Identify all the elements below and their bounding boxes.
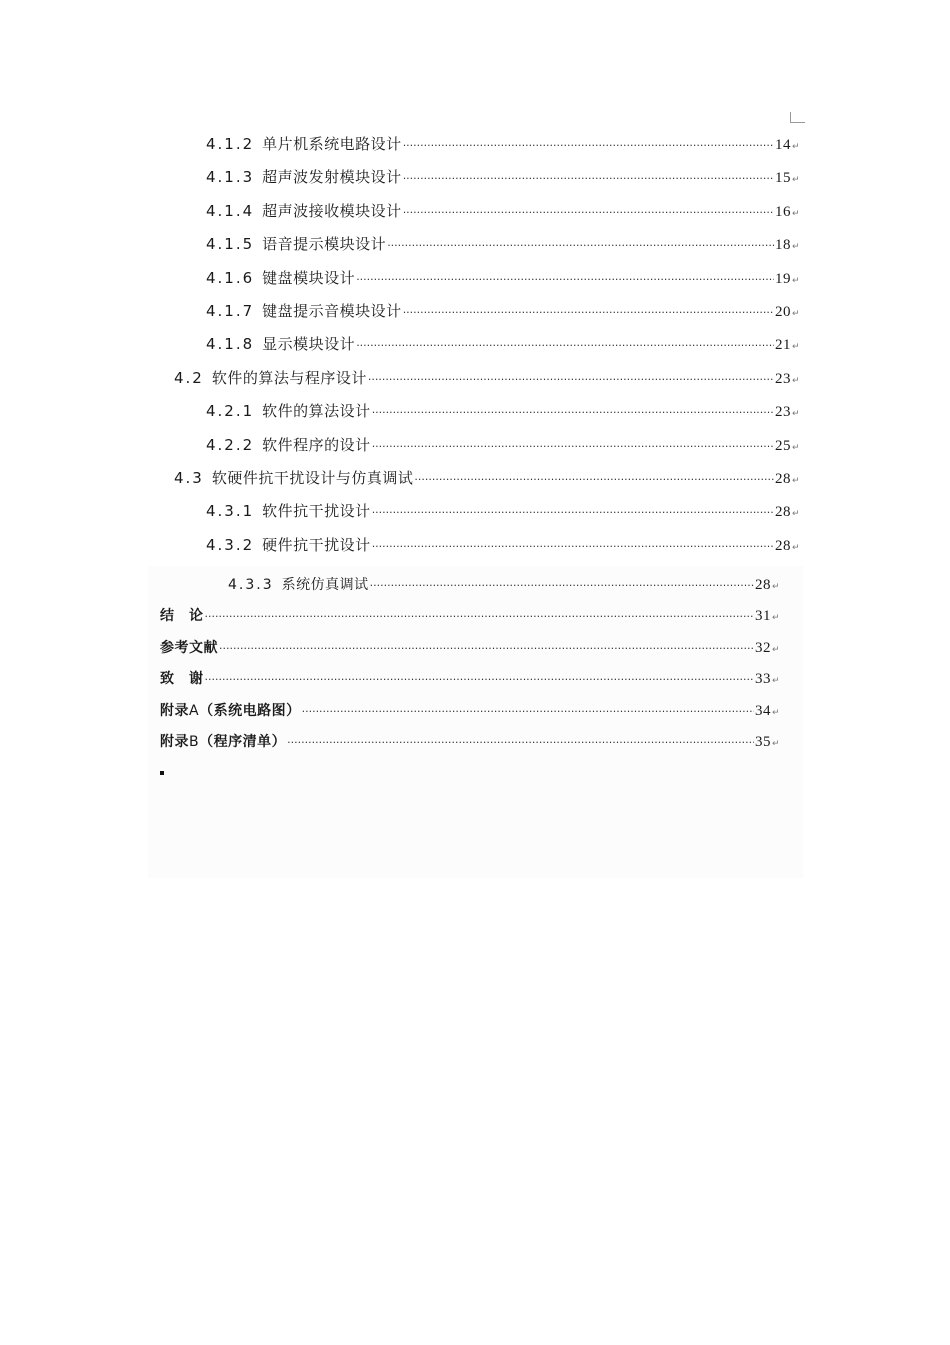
toc-entry[interactable] [160, 727, 780, 758]
toc-entry-page: 28 [774, 504, 791, 521]
toc-entry-title: 显示模块设计 [262, 335, 356, 354]
toc-leader-dots [403, 296, 774, 329]
toc-entry-number: 4.1.7 [206, 301, 255, 320]
toc-entry-prefix: 附录 [160, 702, 189, 719]
toc-entry-page: 28 [774, 537, 791, 554]
paragraph-mark: ↵ [771, 738, 780, 749]
toc-entry-title: 硬件抗干扰设计 [262, 535, 371, 554]
toc-entry[interactable] [160, 195, 800, 228]
toc-entry-title: 单片机系统电路设计 [262, 135, 402, 153]
toc-entry-page: 34 [754, 702, 771, 719]
toc-entry-number: 4.3.2 [206, 535, 255, 554]
toc-entry-page: 28 [774, 470, 791, 487]
toc-entry[interactable] [160, 395, 800, 428]
paragraph-mark: ↵ [791, 142, 800, 152]
toc-entry[interactable] [160, 161, 800, 194]
toc-entry-letter: A [189, 702, 200, 719]
toc-entry[interactable] [160, 128, 800, 161]
toc-entry-title: 系统仿真调试 [281, 577, 369, 593]
toc-entry-number: 4.2 [174, 368, 204, 387]
toc-leader-dots [372, 430, 774, 463]
toc-entry-number: 4.3.1 [206, 502, 255, 521]
toc-entry[interactable] [160, 262, 800, 295]
toc-leader-dots [287, 727, 754, 758]
toc-entry-page: 25 [774, 437, 791, 454]
toc-entry-page: 32 [754, 639, 771, 656]
paragraph-mark: ↵ [771, 707, 780, 718]
paragraph-mark: ↵ [791, 308, 800, 319]
toc-entry-page: 23 [774, 404, 791, 421]
toc-entry[interactable] [160, 495, 800, 528]
page-corner-mark [790, 112, 805, 123]
toc-entry-title: 软件抗干扰设计 [262, 502, 371, 521]
toc-entry[interactable] [160, 633, 780, 664]
paragraph-mark: ↵ [771, 582, 780, 592]
paragraph-mark: ↵ [771, 644, 780, 655]
toc-leader-dots [387, 229, 774, 262]
toc-entry-page: 14 [774, 137, 791, 153]
toc-entry-number: 4.3 [174, 468, 204, 487]
toc-entry-number: 4.2.2 [206, 435, 255, 454]
toc-leader-dots [356, 263, 774, 296]
toc-entry-title: 软件程序的设计 [262, 435, 371, 454]
toc-entry-page: 19 [774, 270, 791, 287]
toc-entry-page: 20 [774, 303, 791, 320]
toc-entry-page: 23 [774, 370, 791, 387]
toc-leader-dots [372, 396, 774, 429]
toc-entry[interactable] [160, 429, 800, 462]
toc-entry-number: 4.1.3 [206, 168, 255, 187]
toc-entry-page: 28 [754, 577, 771, 593]
paragraph-mark: ↵ [791, 242, 800, 253]
toc-entry-page: 21 [774, 337, 791, 354]
toc-entry[interactable] [160, 462, 800, 495]
toc-entry[interactable] [160, 664, 780, 695]
toc-entry-number: 4.2.1 [206, 402, 255, 421]
bullet-marker [160, 771, 164, 775]
toc-entry[interactable] [160, 570, 780, 601]
toc-leader-dots [403, 196, 774, 229]
toc-entry-page: 18 [774, 237, 791, 254]
toc-leader-dots [302, 696, 754, 727]
toc-entry-title: （系统电路图） [199, 702, 301, 719]
paragraph-mark: ↵ [791, 175, 800, 186]
toc-entry-page: 35 [754, 733, 771, 750]
toc-leader-dots [368, 363, 774, 396]
paragraph-mark: ↵ [791, 542, 800, 553]
toc-leader-dots [205, 664, 754, 695]
toc-entry-page: 33 [754, 671, 771, 688]
toc-block-2 [148, 566, 803, 878]
toc-entry[interactable] [160, 362, 800, 395]
toc-leader-dots [403, 162, 774, 195]
toc-leader-dots [372, 496, 774, 529]
toc-entry[interactable] [160, 228, 800, 261]
toc-entry-prefix: 附录 [160, 733, 189, 750]
toc-entry-title: 软件的算法与程序设计 [211, 368, 367, 387]
toc-entry-title: 键盘提示音模块设计 [262, 301, 402, 320]
paragraph-mark: ↵ [771, 613, 780, 624]
paragraph-mark: ↵ [771, 676, 780, 687]
toc-block-1 [160, 128, 800, 562]
toc-leader-dots [414, 463, 774, 496]
paragraph-mark: ↵ [791, 409, 800, 420]
toc-entry-page: 16 [774, 203, 791, 220]
toc-entry-number: 4.1.6 [206, 268, 255, 287]
toc-entry-number: 4.1.8 [206, 335, 255, 354]
toc-entry-title: （程序清单） [199, 733, 287, 750]
toc-entry[interactable] [160, 529, 800, 562]
toc-entry-number: 4.1.5 [206, 235, 255, 254]
toc-leader-dots [403, 129, 774, 162]
toc-entry-title: 超声波发射模块设计 [262, 168, 402, 187]
toc-entry-number: 4.1.4 [206, 201, 255, 220]
toc-leader-dots [372, 530, 774, 563]
toc-entry[interactable] [160, 295, 800, 328]
toc-leader-dots [356, 329, 774, 362]
toc-leader-dots [205, 601, 754, 632]
toc-entry-title: 软硬件抗干扰设计与仿真调试 [211, 468, 414, 487]
toc-entry-title: 超声波接收模块设计 [262, 201, 402, 220]
toc-leader-dots [219, 633, 754, 664]
toc-entry-title: 参考文献 [160, 639, 218, 656]
toc-entry-letter: B [189, 733, 200, 750]
paragraph-mark: ↵ [791, 442, 800, 453]
toc-entry-number: 4.1.2 [206, 135, 255, 153]
toc-entry-page: 31 [754, 608, 771, 625]
toc-entry[interactable] [160, 328, 800, 361]
toc-entry[interactable] [160, 696, 780, 727]
toc-entry-title: 键盘模块设计 [262, 268, 356, 287]
paragraph-mark: ↵ [791, 208, 800, 219]
toc-entry-title: 结 论 [160, 608, 204, 625]
toc-entry-number: 4.3.3 [228, 577, 274, 593]
toc-entry-title: 软件的算法设计 [262, 402, 371, 421]
paragraph-mark: ↵ [791, 375, 800, 386]
toc-entry-title: 致 谢 [160, 671, 204, 688]
toc-entry-title: 语音提示模块设计 [262, 235, 387, 254]
paragraph-mark: ↵ [791, 475, 800, 486]
toc-entry-page: 15 [774, 170, 791, 187]
toc-entry[interactable] [160, 601, 780, 632]
paragraph-mark: ↵ [791, 275, 800, 286]
paragraph-mark: ↵ [791, 509, 800, 520]
toc-leader-dots [370, 570, 754, 601]
paragraph-mark: ↵ [791, 342, 800, 353]
